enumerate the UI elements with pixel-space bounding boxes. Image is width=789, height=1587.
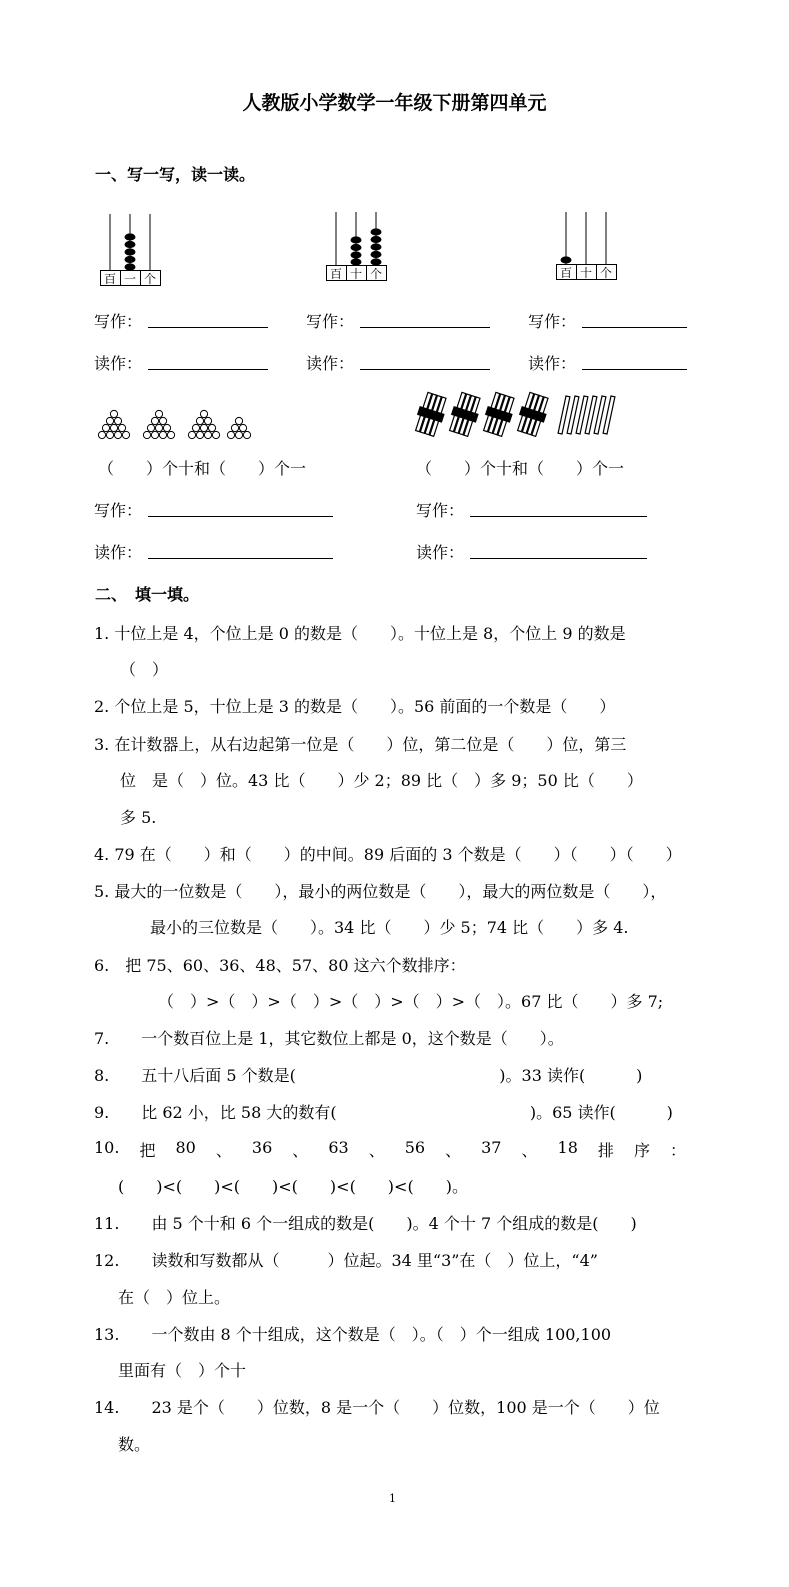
q10-token: ： (669, 1141, 686, 1160)
q10-token: 把 (139, 1141, 156, 1160)
read-label: 读作： (528, 354, 577, 373)
question-2: 2. 个位上是 5，十位上是 3 的数是（ ）。56 前面的一个数是（ ） (94, 697, 616, 716)
abacus2-label: 个 (369, 267, 383, 281)
question-13-cont: 里面有（ ）个十 (118, 1361, 247, 1380)
q10-token: 、 (292, 1141, 309, 1160)
abacus2-label: 百 (329, 267, 343, 281)
abacus3-label: 百 (559, 266, 573, 280)
write-answer-line[interactable] (582, 327, 687, 328)
read-answer-line[interactable] (360, 369, 490, 370)
q10-token: 排 (597, 1141, 614, 1160)
read-label: 读作： (94, 543, 143, 562)
tens-ones-blank: （ ）个十和（ ）个一 (416, 459, 625, 478)
question-3-cont: 多 5. (120, 808, 157, 827)
q10-token: 、 (215, 1141, 232, 1160)
section2-heading: 二、 填一填。 (95, 585, 200, 604)
stick-bundles-picture (412, 390, 617, 438)
write-label: 写作： (306, 312, 355, 331)
question-3-cont: 位 是（ ）位。43 比（ ）少 2；89 比（ ）多 9；50 比（ ） (120, 771, 643, 790)
section1-heading: 一、写一写，读一读。 (95, 165, 256, 184)
write-answer-line[interactable] (360, 327, 490, 328)
read-label: 读作： (306, 354, 355, 373)
question-1-cont: （ ） (120, 660, 169, 679)
read-answer-line[interactable] (470, 558, 647, 559)
question-7: 7. 一个数百位上是 1，其它数位上都是 0，这个数是（ ）。 (94, 1029, 564, 1048)
q10-token: 36 (251, 1138, 273, 1157)
write-answer-line[interactable] (148, 327, 268, 328)
q10-token: 序 (633, 1141, 650, 1160)
read-answer-line[interactable] (148, 369, 268, 370)
question-13: 13. 一个数由 8 个十组成，这个数是（ ）。（ ）个一组成 100,100 (94, 1325, 612, 1344)
page-title: 人教版小学数学一年级下册第四单元 (242, 92, 547, 114)
read-label: 读作： (416, 543, 465, 562)
ball-triangles-picture (97, 410, 257, 444)
write-answer-line[interactable] (148, 516, 333, 517)
write-label: 写作： (416, 501, 465, 520)
question-11: 11. 由 5 个十和 6 个一组成的数是( )。4 个十 7 个组成的数是( ) (94, 1214, 637, 1233)
tens-ones-blank: （ ）个十和（ ）个一 (98, 459, 307, 478)
question-12: 12. 读数和写数都从（ ）位起。34 里“3”在（ ）位上，“4” (94, 1251, 598, 1270)
question-6: 6. 把 75、60、36、48、57、80 这六个数排序： (94, 956, 466, 975)
abacus-2 (326, 210, 390, 284)
question-6-cont: （ ）>（ ）>（ ）>（ ）>（ ）>（ ）。67 比（ ）多 7; (158, 992, 664, 1011)
question-5: 5. 最大的一位数是（ ），最小的两位数是（ ），最大的两位数是（ ）， (94, 882, 667, 901)
page-number: 1 (389, 1492, 396, 1505)
q10-token: 、 (368, 1141, 385, 1160)
q10-token: 56 (404, 1138, 426, 1157)
question-9: 9. 比 62 小，比 58 大的数有( )。65 读作( ) (94, 1103, 673, 1122)
abacus1-label: 百 (103, 272, 117, 286)
abacus3-label: 个 (599, 266, 613, 280)
q10-token: 、 (521, 1141, 538, 1160)
question-14: 14. 23 是个（ ）位数，8 是一个（ ）位数，100 是一个（ ）位 (94, 1398, 660, 1417)
write-answer-line[interactable] (470, 516, 647, 517)
abacus3-label: 十 (579, 266, 593, 280)
read-answer-line[interactable] (582, 369, 687, 370)
abacus2-label: 十 (349, 267, 363, 281)
question-3: 3. 在计数器上，从右边起第一位是（ ）位，第二位是（ ）位，第三 (94, 735, 627, 754)
abacus-1 (100, 210, 164, 286)
abacus-3 (556, 210, 620, 282)
question-1: 1. 十位上是 4，个位上是 0 的数是（ ）。十位上是 8，个位上 9 的数是 (94, 624, 626, 643)
q10-token: 、 (445, 1141, 462, 1160)
q10-token: 37 (481, 1138, 502, 1157)
question-12-cont: 在（ ）位上。 (118, 1288, 231, 1307)
abacus1-label: 个 (143, 272, 157, 286)
write-label: 写作： (94, 312, 143, 331)
read-answer-line[interactable] (148, 558, 333, 559)
question-10 (94, 1138, 686, 1161)
q10-token: 18 (557, 1138, 578, 1157)
question-4: 4. 79 在（ ）和（ ）的中间。89 后面的 3 个数是（ ）（ ）（ ） (94, 845, 682, 864)
abacus1-label: 一 (123, 272, 137, 286)
write-label: 写作： (94, 501, 143, 520)
question-10-cont: ( )<( )<( )<( )<( )<( )。 (118, 1177, 468, 1196)
read-label: 读作： (94, 354, 143, 373)
question-14-cont: 数。 (118, 1435, 151, 1454)
question-8: 8. 五十八后面 5 个数是( )。33 读作( ) (94, 1066, 643, 1085)
q10-token: 63 (328, 1138, 349, 1157)
q10-token: 80 (175, 1138, 196, 1157)
question-5-cont: 最小的三位数是（ ）。34 比（ ）少 5；74 比（ ）多 4. (150, 918, 629, 937)
write-label: 写作： (528, 312, 577, 331)
q10-token: 10. (94, 1138, 120, 1157)
